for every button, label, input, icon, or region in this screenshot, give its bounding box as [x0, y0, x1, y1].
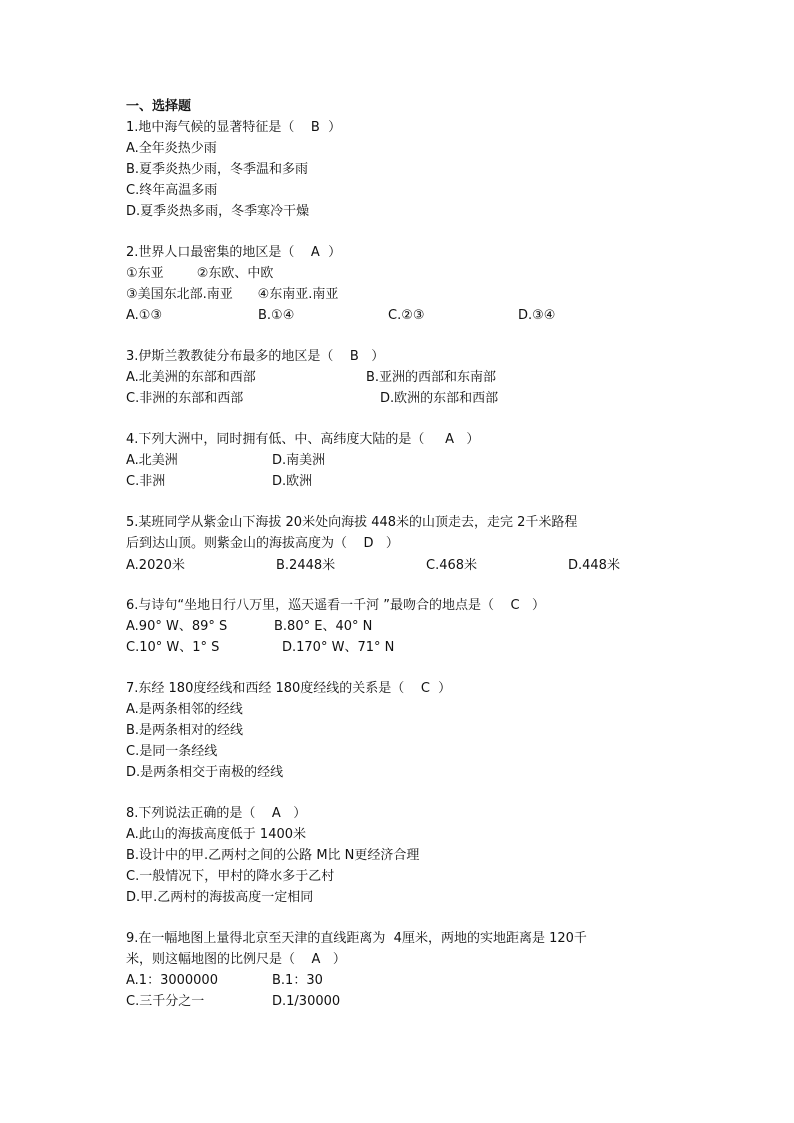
question-2-line-2: ③美国东北部.南亚 ④东南亚.南亚	[126, 287, 339, 302]
question-2-stem: 2.世界人口最密集的地区是（ A ）	[126, 245, 342, 260]
question-4-option-d-south-america: D.南美洲	[272, 453, 326, 468]
question-9-stem: 9.在一幅地图上量得北京至天津的直线距离为 4厘米，两地的实地距离是 120千	[126, 931, 587, 946]
question-8-option-a: A.此山的海拔高度低于 1400米	[126, 827, 307, 842]
question-2-option-d: D.③④	[518, 308, 556, 323]
question-7-option-b: B.是两条相对的经线	[126, 723, 244, 738]
question-7-option-d: D.是两条相交于南极的经线	[126, 765, 284, 780]
question-9-option-d: D.1/30000	[272, 994, 341, 1009]
question-9-stem-continued: 米，则这幅地图的比例尺是（ A ）	[126, 952, 346, 967]
question-3-option-a: A.北美洲的东部和西部	[126, 370, 256, 385]
question-7-option-a: A.是两条相邻的经线	[126, 702, 243, 717]
question-4-option-a: A.北美洲	[126, 453, 178, 468]
question-8-option-c: C.一般情况下，甲村的降水多于乙村	[126, 869, 335, 884]
question-1-option-c: C.终年高温多雨	[126, 183, 218, 198]
question-5-option-c: C.468米	[426, 558, 478, 573]
question-5-option-d: D.448米	[568, 558, 620, 573]
question-1-option-b: B.夏季炎热少雨，冬季温和多雨	[126, 162, 309, 177]
question-4-option-c: C.非洲	[126, 474, 166, 489]
question-2-option-a: A.①③	[126, 308, 163, 323]
question-6-option-b: B.80° E、40° N	[274, 619, 373, 634]
question-1-option-a: A.全年炎热少雨	[126, 141, 217, 156]
question-2-option-b: B.①④	[258, 308, 295, 323]
question-7-stem: 7.东经 180度经线和西经 180度经线的关系是（ C ）	[126, 681, 452, 696]
question-6-option-a: A.90° W、89° S	[126, 619, 228, 634]
question-2-line-1: ①东亚 ②东欧、中欧	[126, 266, 274, 281]
question-3-option-b: B.亚洲的西部和东南部	[366, 370, 497, 385]
question-8-option-b: B.设计中的甲.乙两村之间的公路 M比 N更经济合理	[126, 848, 420, 863]
section-title: 一、选择题	[126, 99, 192, 114]
question-9-option-c: C.三千分之一	[126, 994, 205, 1009]
question-9-option-a: A.1：3000000	[126, 973, 218, 988]
question-5-option-b: B.2448米	[276, 558, 336, 573]
question-6-option-c: C.10° W、1° S	[126, 640, 220, 655]
question-2-option-c: C.②③	[388, 308, 425, 323]
question-5-stem-continued: 后到达山顶。则紫金山的海拔高度为（ D ）	[126, 536, 399, 551]
question-6-option-d: D.170° W、71° N	[282, 640, 395, 655]
question-3-stem: 3.伊斯兰教教徒分布最多的地区是（ B ）	[126, 349, 385, 364]
question-6-stem: 6.与诗句“坐地日行八万里，巡天遥看一千河 ”最吻合的地点是（ C ）	[126, 598, 546, 613]
question-8-option-d: D.甲.乙两村的海拔高度一定相同	[126, 890, 314, 905]
question-1-option-d: D.夏季炎热多雨，冬季寒冷干燥	[126, 204, 310, 219]
question-7-option-c: C.是同一条经线	[126, 744, 218, 759]
question-9-option-b: B.1：30	[272, 973, 323, 988]
question-3-option-d: D.欧洲的东部和西部	[380, 391, 499, 406]
question-4-stem: 4.下列大洲中，同时拥有低、中、高纬度大陆的是（ A ）	[126, 432, 480, 447]
question-3-option-c: C.非洲的东部和西部	[126, 391, 244, 406]
question-1-stem: 1.地中海气候的显著特征是（ B ）	[126, 120, 342, 135]
question-5-stem: 5.某班同学从紫金山下海拔 20米处向海拔 448米的山顶走去，走完 2千米路程	[126, 515, 578, 530]
question-4-option-d: D.欧洲	[272, 474, 313, 489]
question-5-option-a: A.2020米	[126, 558, 185, 573]
question-8-stem: 8.下列说法正确的是（ A ）	[126, 806, 307, 821]
